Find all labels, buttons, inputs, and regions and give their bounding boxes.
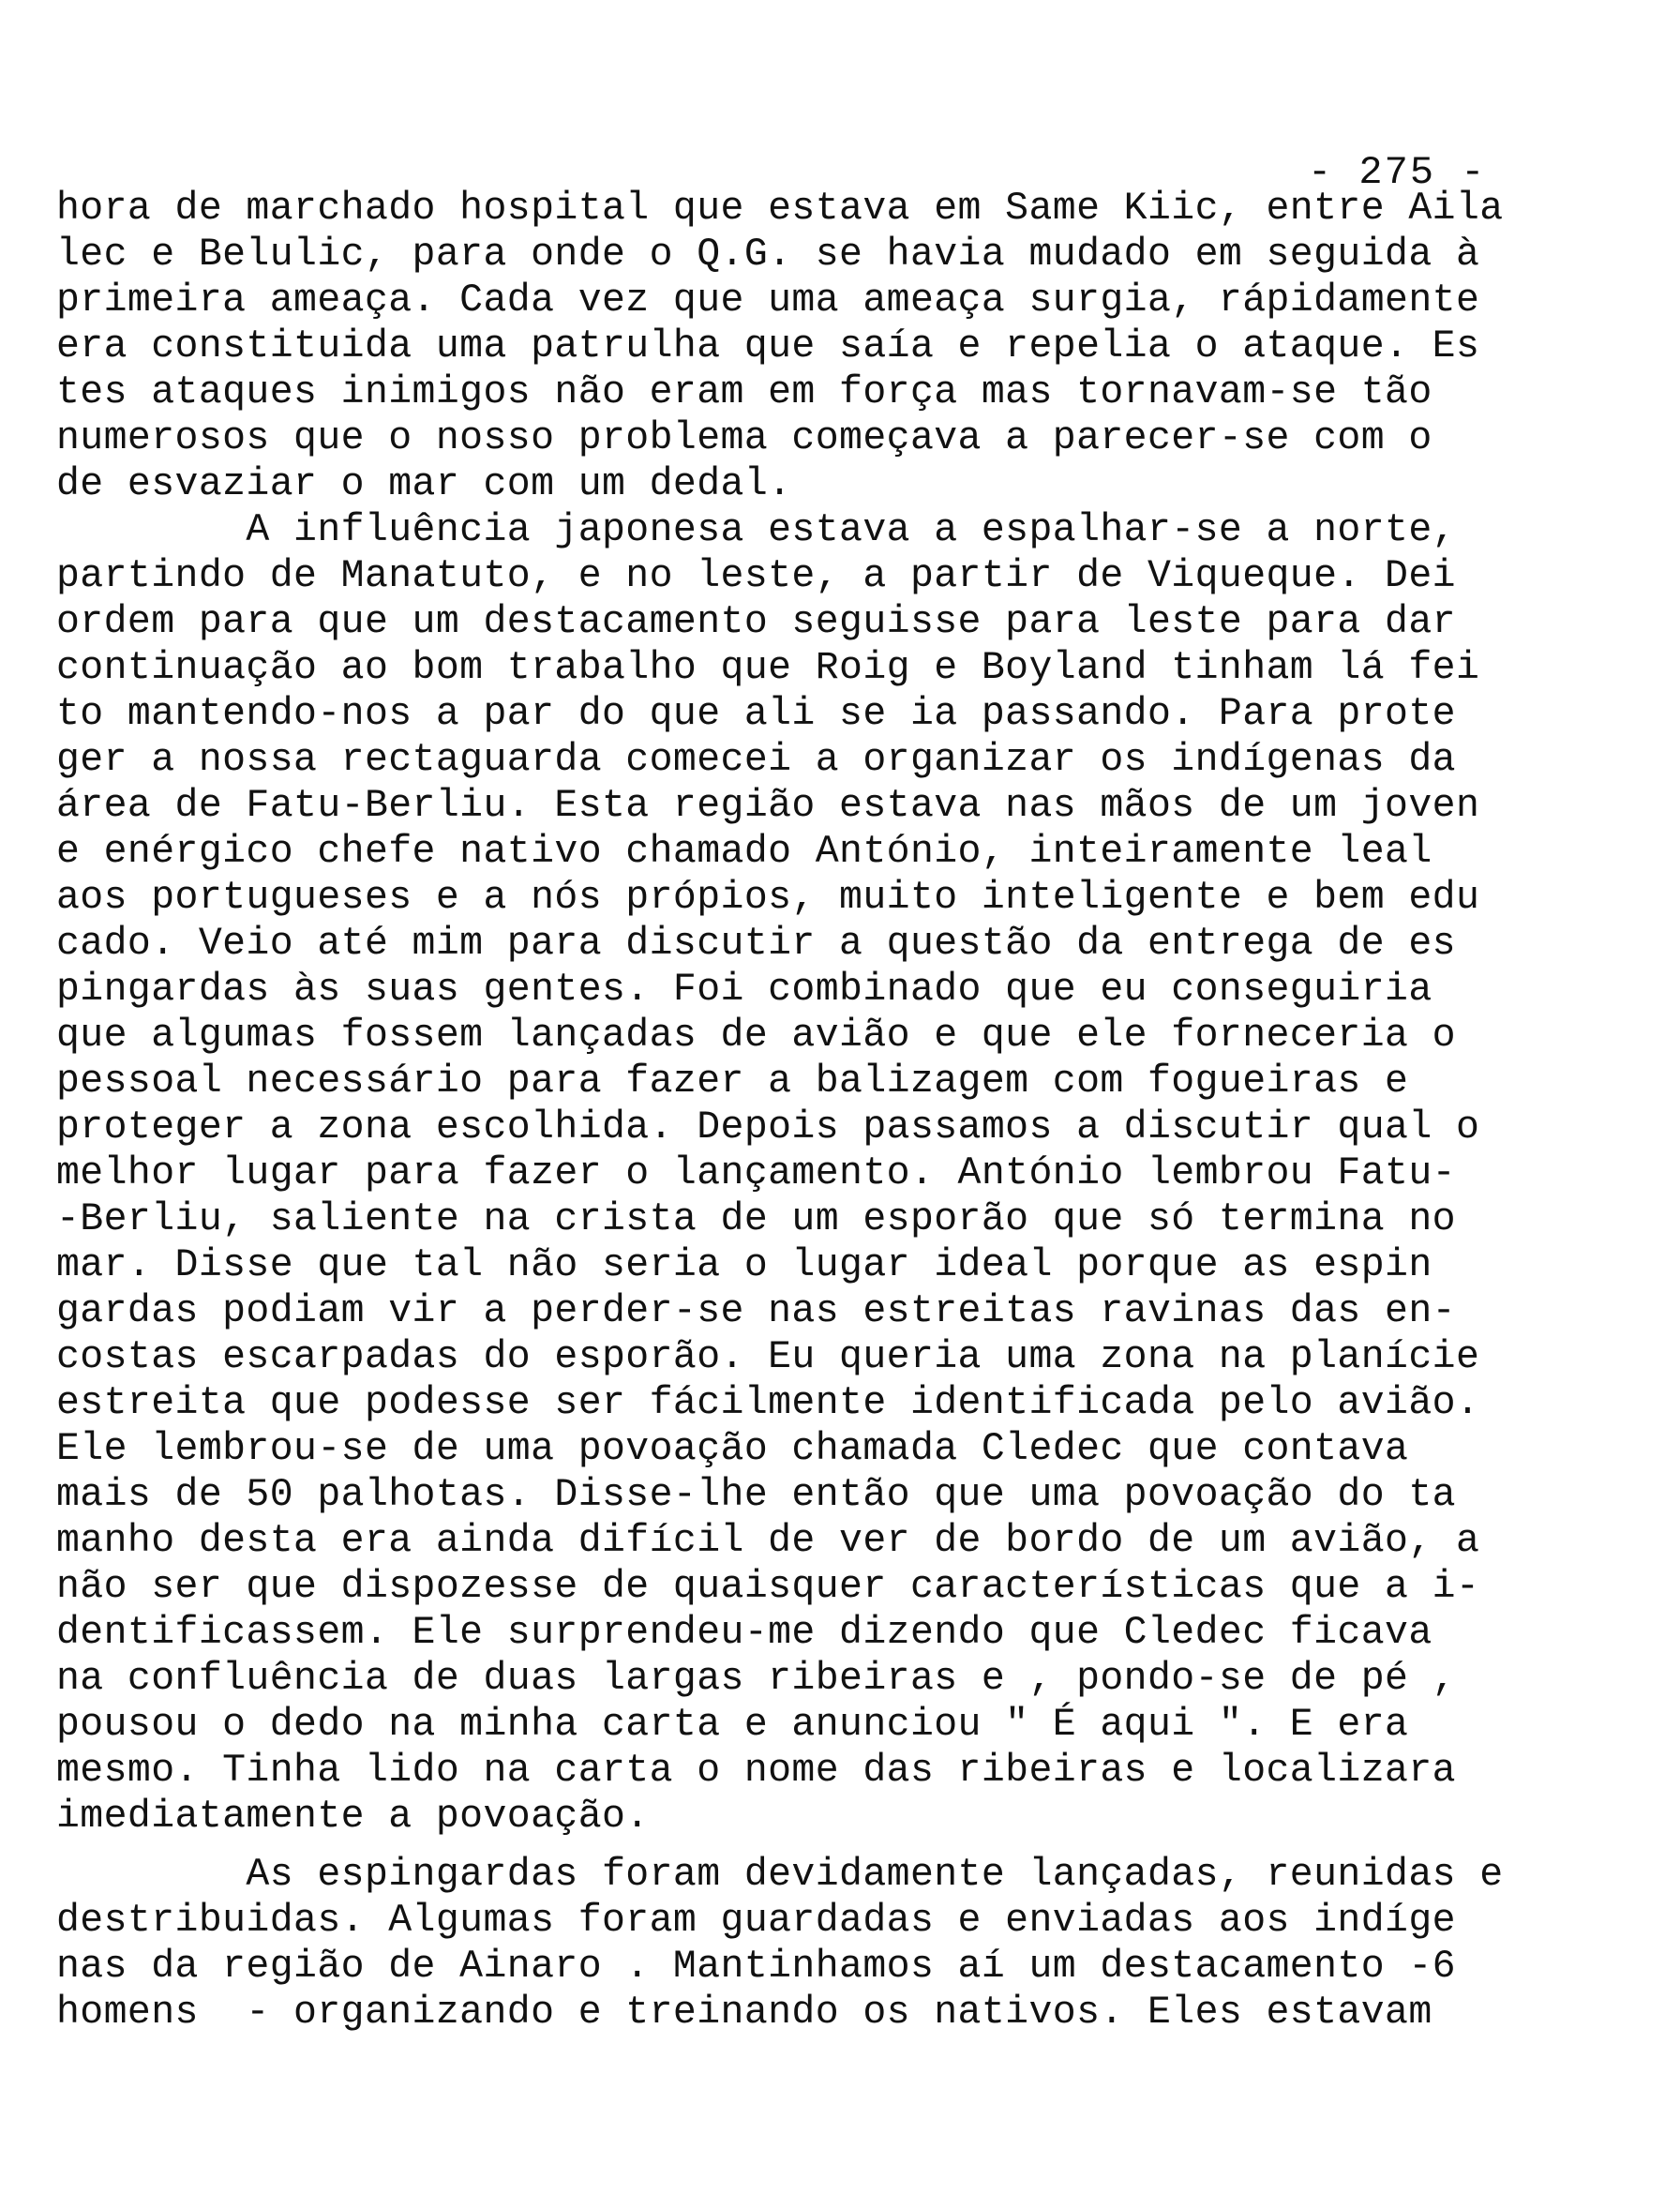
text-line: primeira ameaça. Cada vez que uma ameaça surgia, rápidamente	[56, 278, 1480, 323]
text-line: de esvaziar o mar com um dedal.	[56, 462, 792, 506]
text-line: área de Fatu-Berliu. Esta região estava nas mãos de um joven	[56, 784, 1480, 828]
text-line: aos portugueses e a nós própios, muito inteligente e bem edu	[56, 876, 1480, 920]
text-line: partindo de Manatuto, e no leste, a partir de Viqueque. Dei	[56, 554, 1456, 598]
text-line: mais de 50 palhotas. Disse-lhe então que uma povoação do ta	[56, 1473, 1456, 1517]
text-line: gardas podiam vir a perder-se nas estreitas ravinas das en-	[56, 1289, 1456, 1333]
text-line: na confluência de duas largas ribeiras e , pondo-se de pé ,	[56, 1657, 1456, 1701]
text-line: to mantendo-nos a par do que ali se ia passando. Para prote	[56, 692, 1456, 736]
text-line: -Berliu, saliente na crista de um esporão que só termina no	[56, 1197, 1456, 1241]
text-line: era constituida uma patrulha que saía e repelia o ataque. Es	[56, 324, 1480, 368]
text-line: mesmo. Tinha lido na carta o nome das ribeiras e localizara	[56, 1749, 1456, 1793]
text-line: hora de marchado hospital que estava em Same Kiic, entre Aila	[56, 187, 1504, 231]
text-line: estreita que podesse ser fácilmente identificada pelo avião.	[56, 1381, 1480, 1425]
text-line: As espingardas foram devidamente lançadas, reunidas e	[56, 1853, 1504, 1897]
text-line: dentificassem. Ele surprendeu-me dizendo que Cledec ficava	[56, 1611, 1432, 1655]
text-line: proteger a zona escolhida. Depois passamos a discutir qual o	[56, 1105, 1480, 1150]
text-line: numerosos que o nosso problema começava a parecer-se com o	[56, 416, 1432, 460]
text-line: Ele lembrou-se de uma povoação chamada Cledec que contava	[56, 1427, 1409, 1471]
text-line: lec e Belulic, para onde o Q.G. se havia mudado em seguida à	[56, 233, 1480, 277]
text-line: não ser que dispozesse de quaisquer características que a i-	[56, 1565, 1480, 1609]
text-line: pessoal necessário para fazer a balizagem com fogueiras e	[56, 1059, 1409, 1104]
text-line: homens - organizando e treinando os nativos. Eles estavam	[56, 1991, 1432, 2035]
text-line: ger a nossa rectaguarda comecei a organizar os indígenas da	[56, 738, 1456, 782]
text-line: imediatamente a povoação.	[56, 1795, 650, 1839]
text-line: pingardas às suas gentes. Foi combinado que eu conseguiria	[56, 968, 1432, 1012]
text-line: manho desta era ainda difícil de ver de bordo de um avião, a	[56, 1519, 1480, 1563]
text-line: A influência japonesa estava a espalhar-se a norte,	[56, 508, 1456, 552]
text-line: melhor lugar para fazer o lançamento. António lembrou Fatu-	[56, 1151, 1456, 1195]
text-line: e enérgico chefe nativo chamado António, inteiramente leal	[56, 830, 1432, 874]
text-line: mar. Disse que tal não seria o lugar ideal porque as espin	[56, 1243, 1432, 1287]
text-line: que algumas fossem lançadas de avião e que ele forneceria o	[56, 1014, 1456, 1058]
text-line: continuação ao bom trabalho que Roig e Boyland tinham lá fei	[56, 646, 1480, 690]
text-line: pousou o dedo na minha carta e anunciou " É aqui ". E era	[56, 1703, 1409, 1747]
text-line: nas da região de Ainaro . Mantinhamos aí um destacamento -6	[56, 1945, 1456, 1989]
text-line: cado. Veio até mim para discutir a questão da entrega de es	[56, 922, 1456, 966]
text-line: costas escarpadas do esporão. Eu queria uma zona na planície	[56, 1335, 1480, 1379]
page-number: - 275 -	[1308, 150, 1487, 195]
body-text	[56, 186, 1504, 2036]
text-line: destribuidas. Algumas foram guardadas e enviadas aos indíge	[56, 1899, 1456, 1943]
text-line: tes ataques inimigos não eram em força mas tornavam-se tão	[56, 370, 1432, 414]
text-line: ordem para que um destacamento seguisse para leste para dar	[56, 600, 1456, 644]
